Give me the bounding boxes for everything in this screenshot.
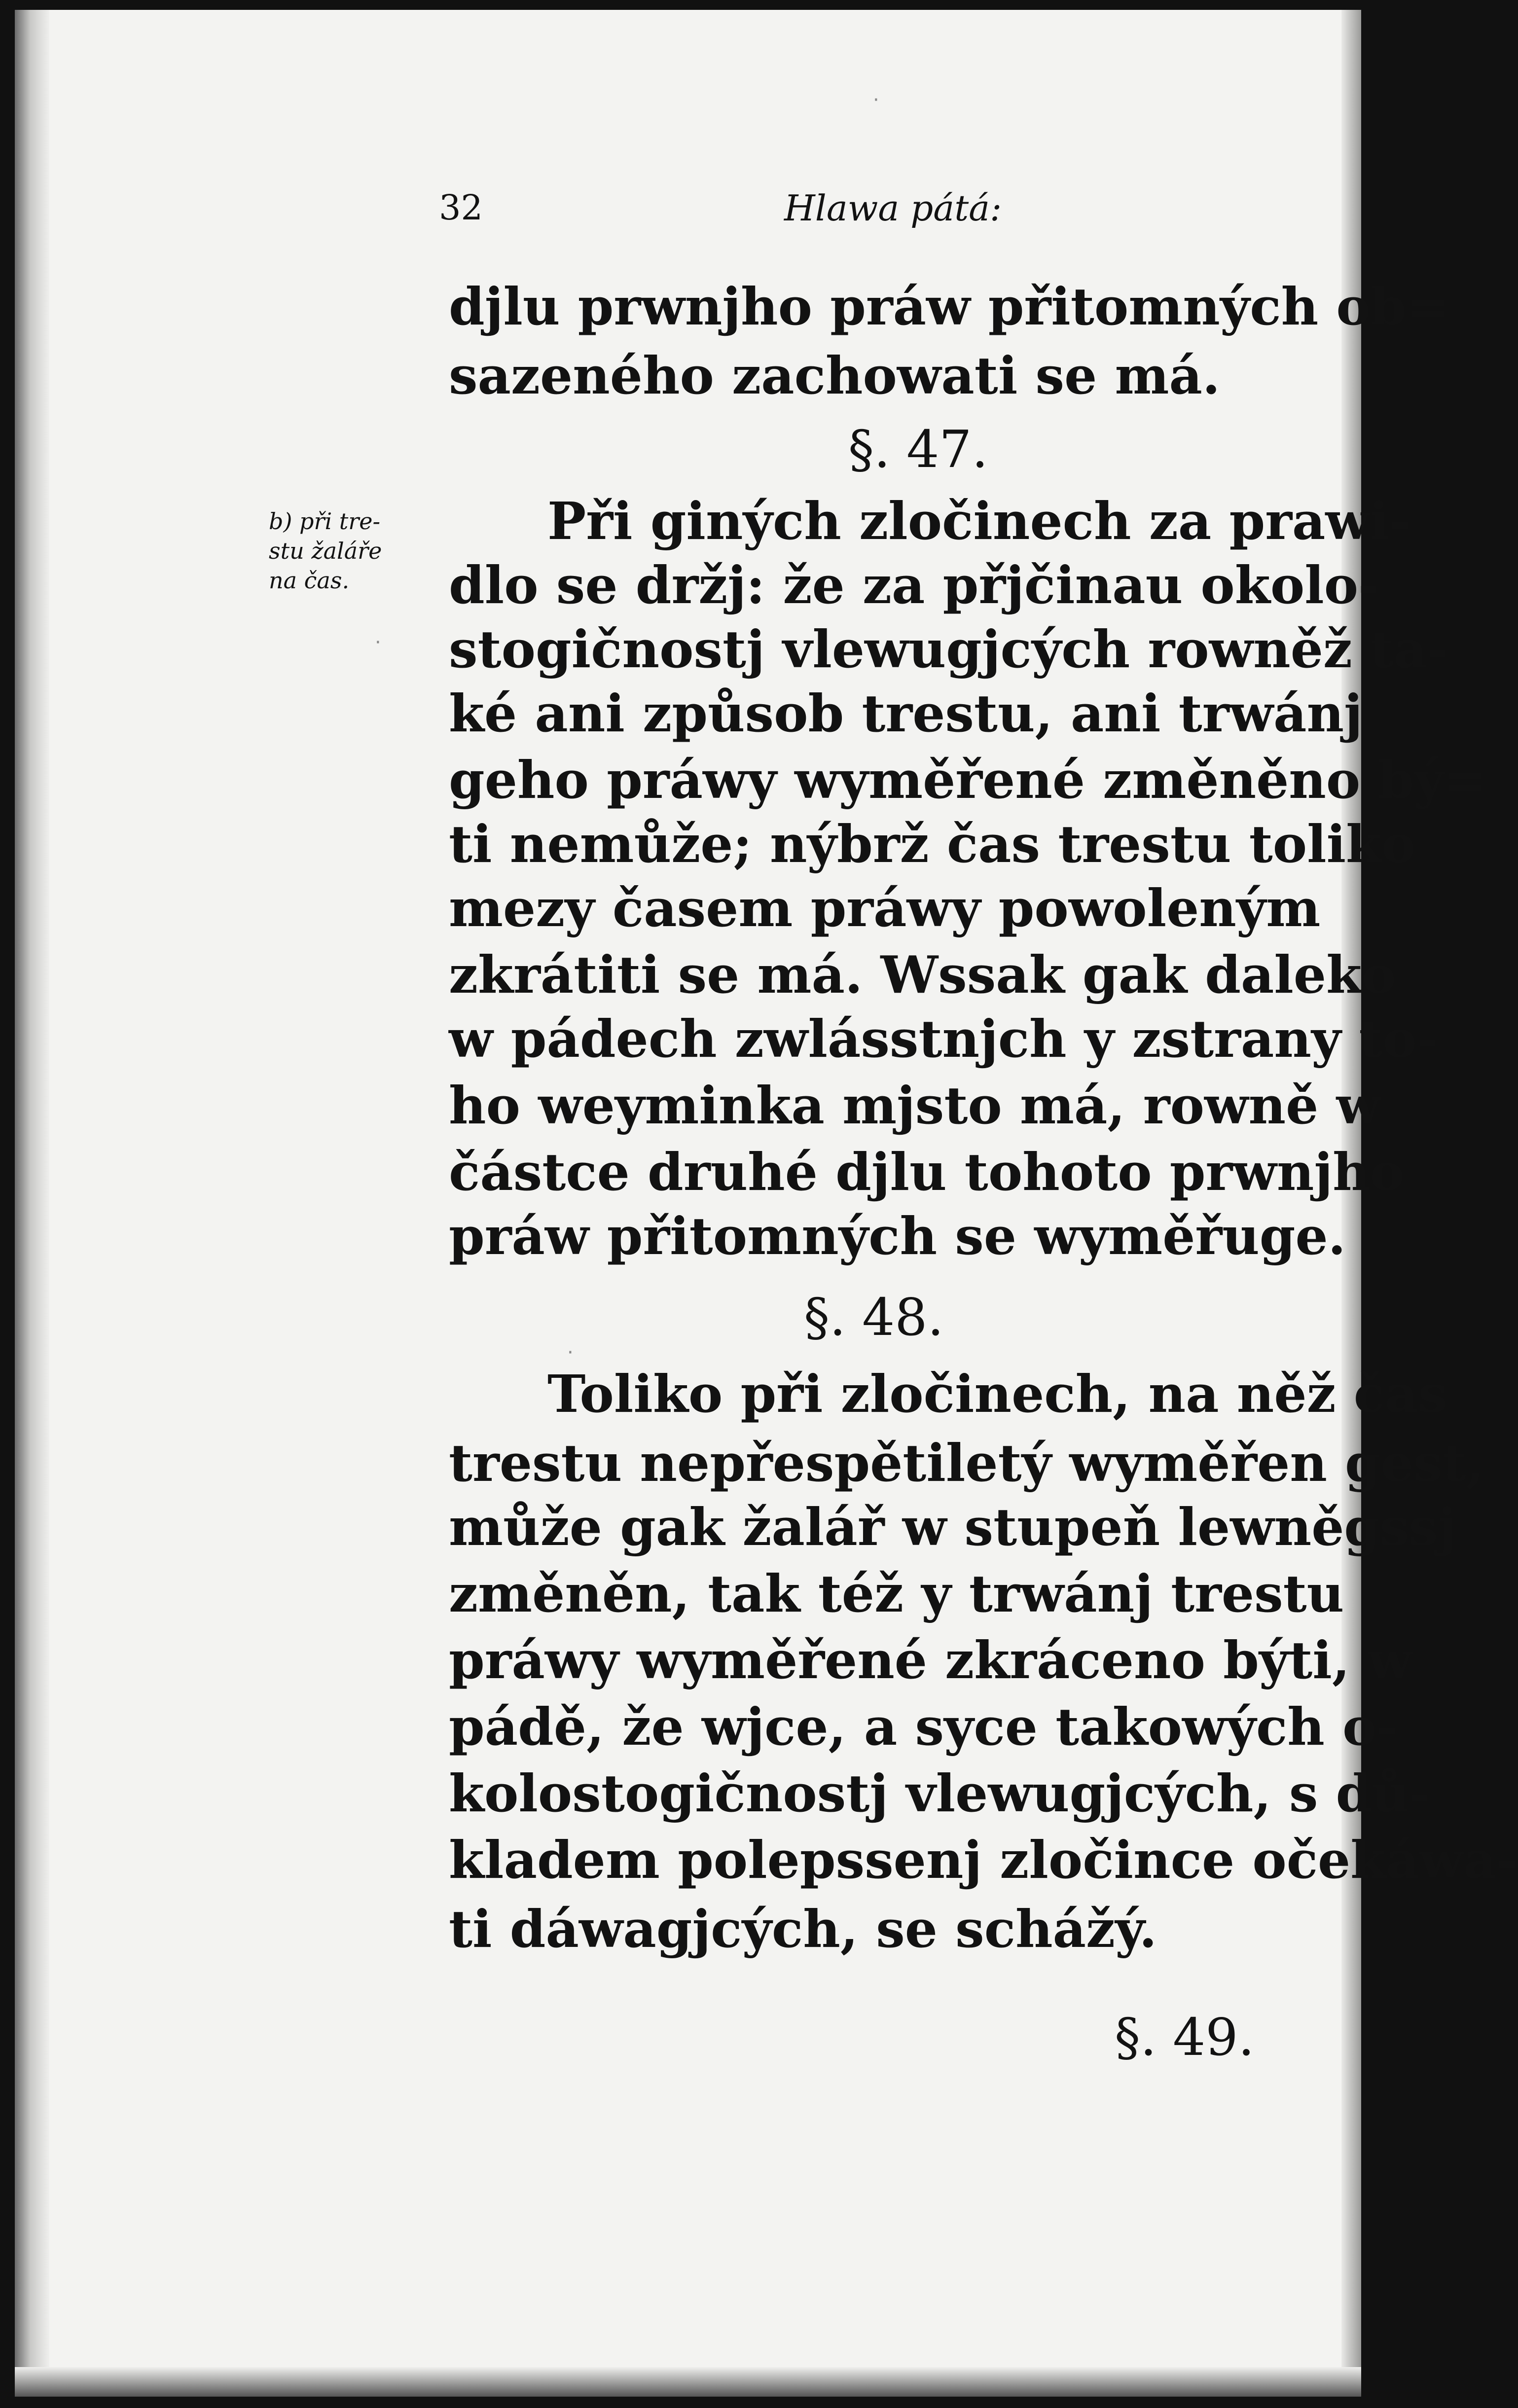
book-page: [15, 10, 1518, 2397]
page-bottom-edge-shadow: [15, 2367, 1361, 2397]
text-line: pádě, že wjce, a syce takowých o-: [449, 1696, 1398, 1757]
page-number: 32: [439, 187, 483, 228]
text-line: zkrátiti se má. Wssak gak daleko: [449, 944, 1396, 1005]
text-line: ké ani způsob trestu, ani trwánj: [449, 683, 1363, 744]
page-right-edge-shadow: [1341, 10, 1361, 2397]
ink-speck: ·: [567, 1341, 574, 1364]
text-line: Při giných zločinech za prawi-: [547, 491, 1410, 551]
page-gutter-shadow: [15, 10, 49, 2397]
text-line: práw přitomných se wyměřuge.: [449, 1206, 1346, 1266]
text-line: Toliko při zločinech, na něž čas: [547, 1364, 1447, 1424]
text-line: geho práwy wyměřené změněno bý=: [449, 750, 1487, 810]
running-head: Hlawa pátá:: [784, 187, 1002, 229]
text-line: ho weyminka mjsto má, rowně w: [449, 1075, 1381, 1136]
text-line: sazeného zachowati se má.: [449, 345, 1221, 406]
text-line: dlo se držj: že za přjčinau okolo-: [449, 555, 1380, 615]
text-line: w pádech zwlásstnjch y zstrany to-: [449, 1008, 1439, 1069]
ink-speck: ·: [375, 631, 381, 654]
margin-note-line: na čas.: [269, 567, 350, 594]
section-heading: §. 47.: [848, 419, 988, 479]
text-line: kolostogičnostj vlewugjcých, s dů-: [449, 1763, 1431, 1824]
text-line: kladem polepssenj zločince očekáwa-: [449, 1830, 1518, 1890]
margin-note-line: b) při tre-: [269, 508, 381, 535]
text-line: trestu nepřespětiletý wyměřen gest,: [449, 1433, 1484, 1493]
text-line: ti dáwagjcých, se schážý.: [449, 1899, 1157, 1959]
text-line: částce druhé djlu tohoto prwnjho: [449, 1142, 1405, 1202]
text-line: djlu prwnjho práw přitomných ob=: [449, 276, 1449, 337]
ink-speck: ·: [873, 89, 879, 111]
text-line: stogičnostj vlewugjcých rowněž ta-: [449, 619, 1448, 680]
section-heading: §. 48.: [804, 1287, 944, 1347]
margin-note-line: stu žaláře: [269, 538, 382, 564]
text-line: může gak žalář w stupeň lewněgssj: [449, 1497, 1456, 1557]
catchword-section: §. 49.: [1115, 2007, 1255, 2067]
text-line: mezy časem práwy powoleným: [449, 878, 1321, 938]
text-line: změněn, tak též y trwánj trestu: [449, 1563, 1344, 1624]
text-line: ti nemůže; nýbrž čas trestu toliko: [449, 814, 1416, 874]
text-line: práwy wyměřené zkráceno býti, w: [449, 1630, 1412, 1690]
